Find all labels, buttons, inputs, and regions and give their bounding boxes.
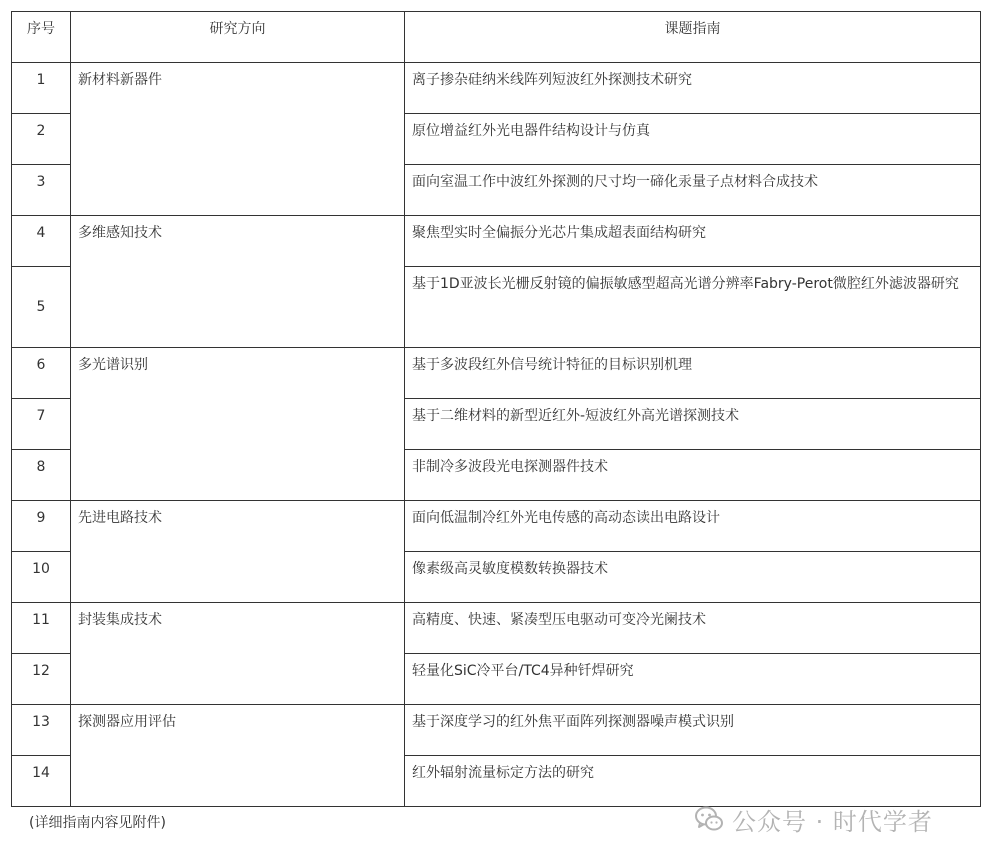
watermark-text: 公众号 · 时代学者 (732, 807, 933, 836)
watermark (694, 800, 933, 838)
research-direction: 探测器应用评估 (71, 705, 405, 807)
topic-cell: 面向低温制冷红外光电传感的高动态读出电路设计 (405, 501, 981, 552)
header-no: 序号 (12, 12, 71, 63)
topic-cell: 高精度、快速、紧凑型压电驱动可变冷光阑技术 (405, 603, 981, 654)
row-number: 4 (12, 216, 71, 267)
row-number: 5 (12, 267, 71, 348)
table-row (12, 216, 981, 267)
row-number: 2 (12, 114, 71, 165)
row-number: 10 (12, 552, 71, 603)
topic-guide-table (11, 11, 981, 807)
topic-cell: 基于二维材料的新型近红外-短波红外高光谱探测技术 (405, 399, 981, 450)
research-direction: 多维感知技术 (71, 216, 405, 348)
topic-cell: 基于1D亚波长光栅反射镜的偏振敏感型超高光谱分辨率Fabry-Perot微腔红外滤波器研究 (405, 267, 981, 348)
row-number: 12 (12, 654, 71, 705)
table-body (12, 63, 981, 807)
row-number: 9 (12, 501, 71, 552)
topic-cell: 非制冷多波段光电探测器件技术 (405, 450, 981, 501)
topic-cell: 基于多波段红外信号统计特征的目标识别机理 (405, 348, 981, 399)
row-number: 7 (12, 399, 71, 450)
research-direction: 多光谱识别 (71, 348, 405, 501)
research-direction: 封装集成技术 (71, 603, 405, 705)
header-topic: 课题指南 (405, 12, 981, 63)
topic-cell: 红外辐射流量标定方法的研究 (405, 756, 981, 807)
row-number: 3 (12, 165, 71, 216)
header-direction: 研究方向 (71, 12, 405, 63)
table-row (12, 348, 981, 399)
topic-cell: 原位增益红外光电器件结构设计与仿真 (405, 114, 981, 165)
topic-cell: 轻量化SiC冷平台/TC4异种钎焊研究 (405, 654, 981, 705)
wechat-icon (694, 804, 724, 834)
table-row (12, 705, 981, 756)
topic-cell: 聚焦型实时全偏振分光芯片集成超表面结构研究 (405, 216, 981, 267)
table-row (12, 603, 981, 654)
row-number: 8 (12, 450, 71, 501)
topic-cell: 像素级高灵敏度模数转换器技术 (405, 552, 981, 603)
table-row (12, 501, 981, 552)
research-direction: 新材料新器件 (71, 63, 405, 216)
topic-cell: 基于深度学习的红外焦平面阵列探测器噪声模式识别 (405, 705, 981, 756)
table-header-row (12, 12, 981, 63)
row-number: 6 (12, 348, 71, 399)
row-number: 1 (12, 63, 71, 114)
table-row (12, 63, 981, 114)
topic-cell: 离子掺杂硅纳米线阵列短波红外探测技术研究 (405, 63, 981, 114)
row-number: 11 (12, 603, 71, 654)
topic-cell: 面向室温工作中波红外探测的尺寸均一碲化汞量子点材料合成技术 (405, 165, 981, 216)
row-number: 14 (12, 756, 71, 807)
research-direction: 先进电路技术 (71, 501, 405, 603)
footnote: (详细指南内容见附件) (29, 815, 166, 831)
row-number: 13 (12, 705, 71, 756)
